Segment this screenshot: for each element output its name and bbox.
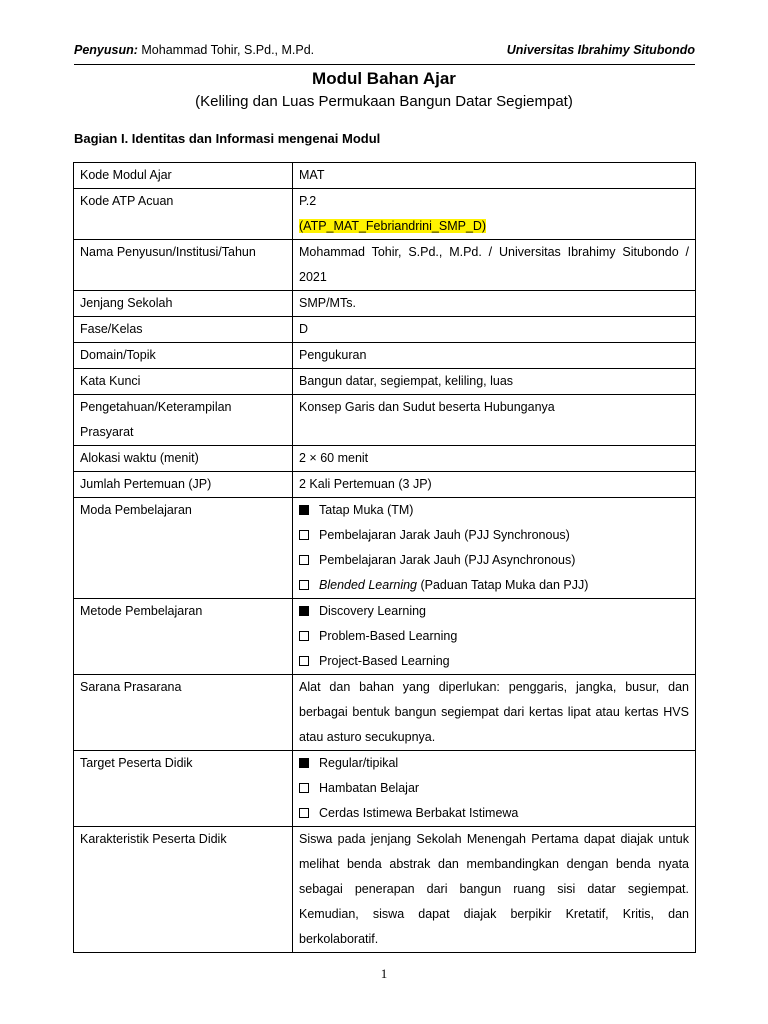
checkbox-option	[299, 776, 689, 801]
option-label: Cerdas Istimewa Berbakat Istimewa	[319, 806, 519, 820]
row-label: Karakteristik Peserta Didik	[74, 827, 293, 953]
row-value: MAT	[293, 163, 696, 189]
checkbox-option	[299, 523, 689, 548]
row-value: Alat dan bahan yang diperlukan: penggaris, jangka, busur, dan berbagai bentuk bangun segiempat dari kertas lipat atau kertas HVS atau asturo secukupnya.	[293, 675, 696, 751]
row-label: Jumlah Pertemuan (JP)	[74, 472, 293, 498]
row-value: Siswa pada jenjang Sekolah Menengah Pertama dapat diajak untuk melihat benda abstrak dan membandingkan dengan benda nyata sebagai penerapan dari bangun ruang sisi datar segiempat. Kemudian, siswa dapat diajak berpikir Kretatif, Kritis, dan berkolaboratif.	[293, 827, 696, 953]
row-label: Nama Penyusun/Institusi/Tahun	[74, 240, 293, 291]
unchecked-box-icon	[299, 631, 309, 641]
checkbox-option	[299, 599, 689, 624]
checked-box-icon	[299, 505, 309, 515]
row-label: Jenjang Sekolah	[74, 291, 293, 317]
row-label: Domain/Topik	[74, 343, 293, 369]
checkbox-option	[299, 751, 689, 776]
table-row	[74, 827, 696, 953]
section-heading: Bagian I. Identitas dan Informasi mengenai Modul	[74, 131, 381, 146]
row-value: SMP/MTs.	[293, 291, 696, 317]
row-label: Target Peserta Didik	[74, 751, 293, 827]
checkbox-option	[299, 801, 689, 826]
checked-box-icon	[299, 606, 309, 616]
option-label: Project-Based Learning	[319, 654, 450, 668]
row-value	[293, 751, 696, 827]
row-label: Kata Kunci	[74, 369, 293, 395]
table-row	[74, 240, 696, 291]
option-label: Regular/tipikal	[319, 756, 399, 770]
checked-box-icon	[299, 758, 309, 768]
row-label: Fase/Kelas	[74, 317, 293, 343]
row-value: 2 × 60 menit	[293, 446, 696, 472]
row-value: Bangun datar, segiempat, keliling, luas	[293, 369, 696, 395]
document-title: Modul Bahan Ajar	[312, 69, 456, 88]
option-label: Pembelajaran Jarak Jauh (PJJ Synchronous)	[319, 528, 570, 542]
option-label: (Paduan Tatap Muka dan PJJ)	[417, 578, 589, 592]
checkbox-option	[299, 624, 689, 649]
unchecked-box-icon	[299, 783, 309, 793]
row-label: Kode Modul Ajar	[74, 163, 293, 189]
table-row	[74, 675, 696, 751]
header-institution: Universitas Ibrahimy Situbondo	[506, 43, 695, 57]
row-label: Sarana Prasarana	[74, 675, 293, 751]
header-author-name: Mohammad Tohir, S.Pd., M.Pd.	[141, 43, 315, 57]
unchecked-box-icon	[299, 530, 309, 540]
row-label: Alokasi waktu (menit)	[74, 446, 293, 472]
option-label: Discovery Learning	[319, 604, 426, 618]
row-value: 2 Kali Pertemuan (3 JP)	[293, 472, 696, 498]
table-row	[74, 395, 696, 446]
row-label: Kode ATP Acuan	[74, 189, 293, 240]
page-header	[74, 43, 695, 63]
atp-reference-highlight: (ATP_MAT_Febriandrini_SMP_D)	[299, 219, 487, 233]
unchecked-box-icon	[299, 555, 309, 565]
row-value: Mohammad Tohir, S.Pd., M.Pd. / Universitas Ibrahimy Situbondo / 2021	[293, 240, 696, 291]
row-label: Moda Pembelajaran	[74, 498, 293, 599]
table-row	[74, 291, 696, 317]
table-row	[74, 189, 696, 240]
header-divider	[74, 64, 695, 65]
option-label: Tatap Muka (TM)	[319, 503, 414, 517]
row-label-line: Pengetahuan/Keterampilan	[80, 400, 232, 414]
row-value: Konsep Garis dan Sudut beserta Hubunganya	[293, 395, 696, 446]
module-info-table	[73, 162, 696, 953]
checkbox-option	[299, 548, 689, 573]
unchecked-box-icon	[299, 656, 309, 666]
table-row	[74, 369, 696, 395]
option-label: Hambatan Belajar	[319, 781, 420, 795]
unchecked-box-icon	[299, 808, 309, 818]
table-row	[74, 599, 696, 675]
header-author-label: Penyusun:	[74, 43, 138, 57]
table-row	[74, 472, 696, 498]
row-value	[293, 599, 696, 675]
checkbox-option	[299, 498, 689, 523]
row-label	[74, 395, 293, 446]
table-row	[74, 751, 696, 827]
table-row	[74, 317, 696, 343]
option-label-italic: Blended Learning	[319, 578, 417, 592]
document-subtitle: (Keliling dan Luas Permukaan Bangun Datar Segiempat)	[195, 93, 573, 110]
table-row	[74, 343, 696, 369]
unchecked-box-icon	[299, 580, 309, 590]
page-number: 1	[380, 966, 388, 981]
table-row	[74, 163, 696, 189]
row-value: Pengukuran	[293, 343, 696, 369]
option-label: Pembelajaran Jarak Jauh (PJJ Asynchronous)	[319, 553, 576, 567]
checkbox-option	[299, 649, 689, 674]
option-label: Problem-Based Learning	[319, 629, 458, 643]
row-label-line: Prasyarat	[80, 425, 134, 439]
checkbox-option	[299, 573, 689, 598]
header-author	[74, 43, 314, 57]
row-label: Metode Pembelajaran	[74, 599, 293, 675]
table-row	[74, 498, 696, 599]
row-value	[293, 189, 696, 240]
row-value	[293, 498, 696, 599]
atp-code: P.2	[299, 194, 317, 208]
row-value: D	[293, 317, 696, 343]
table-row	[74, 446, 696, 472]
